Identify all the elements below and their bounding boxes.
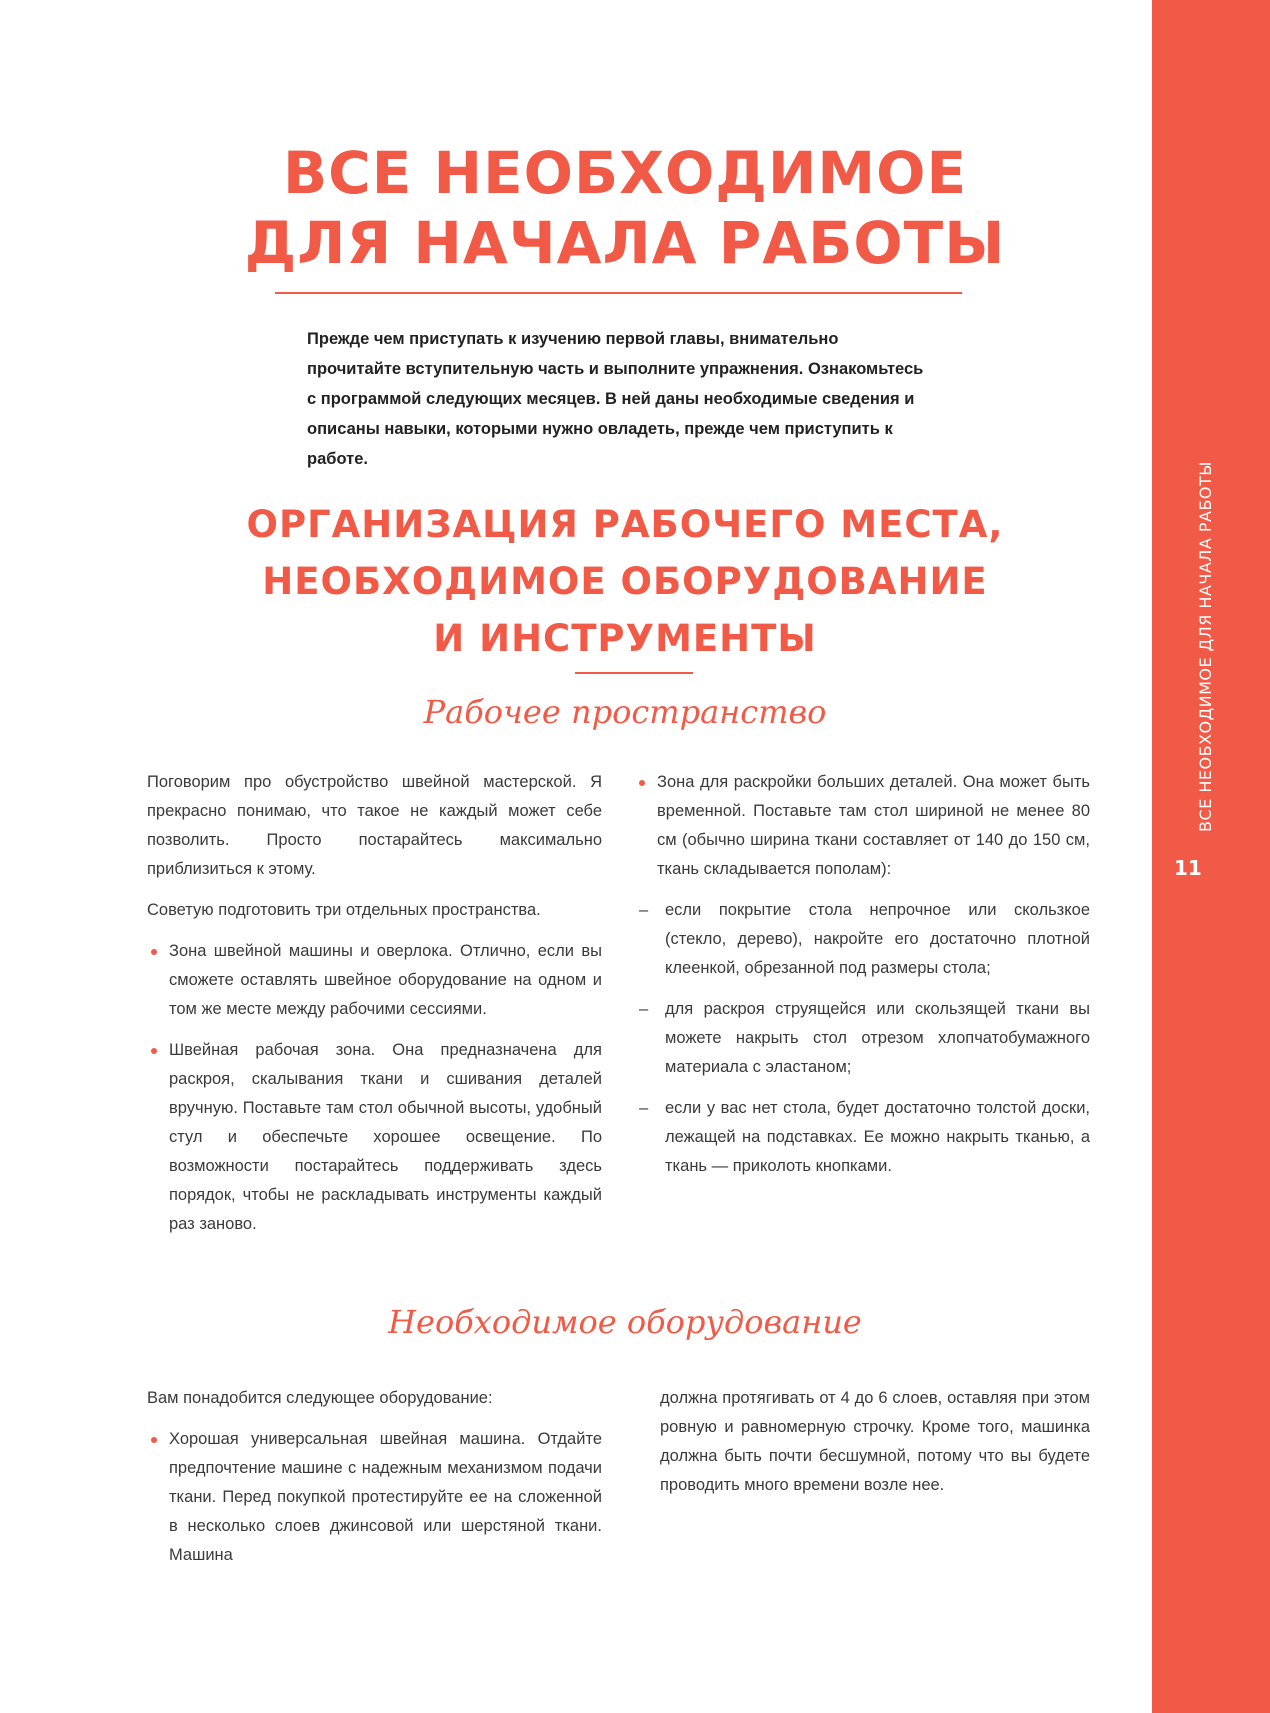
- page-title: [200, 138, 1050, 278]
- side-strip: [1152, 0, 1270, 1713]
- workspace-heading: Рабочее пространство: [423, 693, 827, 731]
- equipment-left-column: [147, 1384, 602, 1582]
- list-item: Хорошая универсальная швейная машина. Отдайте предпочтение машине с надежным механизмом подачи ткани. Перед покупкой протестируйте ее на сложенной в несколько слоев джинсовой или шерстяной ткани. Машина: [147, 1425, 602, 1570]
- section-line: НЕОБХОДИМОЕ ОБОРУДОВАНИЕ: [262, 560, 988, 603]
- section-heading: [200, 496, 1050, 667]
- workspace-left-column: [147, 768, 602, 1251]
- list-item: Зона для раскройки больших деталей. Она может быть временной. Поставьте там стол шириной не менее 80 см (обычно ширина ткани составляет от 140 до 150 см, ткань складывается пополам):: [635, 768, 1090, 884]
- section-line: И ИНСТРУМЕНТЫ: [433, 617, 817, 660]
- list-item: Швейная рабочая зона. Она предназначена для раскроя, скалывания ткани и сшивания деталей вручную. Поставьте там стол обычной высоты, удобный стул и обеспечьте хорошее освещение. По возможности постарайтесь поддерживать здесь порядок, чтобы не раскладывать инструменты каждый раз заново.: [147, 1036, 602, 1239]
- equipment-right-column: [660, 1384, 1090, 1512]
- title-rule: [275, 292, 962, 294]
- sub-list-item: – если покрытие стола непрочное или скользкое (стекло, дерево), накройте его достаточно плотной клеенкой, обрезанной под размеры стола;: [635, 896, 1090, 983]
- equipment-heading: Необходимое оборудование: [388, 1303, 862, 1341]
- sub-list-item: – если у вас нет стола, будет достаточно толстой доски, лежащей на подставках. Ее можно накрыть тканью, а ткань — приколоть кнопками.: [635, 1094, 1090, 1181]
- paragraph: Вам понадобится следующее оборудование:: [147, 1389, 493, 1407]
- running-title: ВСЕ НЕОБХОДИМОЕ ДЛЯ НАЧАЛА РАБОТЫ: [1196, 461, 1215, 832]
- section-line: ОРГАНИЗАЦИЯ РАБОЧЕГО МЕСТА,: [246, 503, 1004, 546]
- intro-text: Прежде чем приступать к изучению первой главы, внимательно прочитайте вступительную часть и выполните упражнения. Ознакомьтесь с программой следующих месяцев. В ней даны необходимые сведения и описаны навыки, которыми нужно овладеть, прежде чем приступить к работе.: [307, 330, 924, 468]
- list-item: Зона швейной машины и оверлока. Отлично, если вы сможете оставлять швейное оборудование на одном и том же месте между рабочими сессиями.: [147, 937, 602, 1024]
- section-rule: [575, 672, 693, 674]
- title-line: ВСЕ НЕОБХОДИМОЕ: [282, 139, 968, 207]
- paragraph: Поговорим про обустройство швейной мастерской. Я прекрасно понимаю, что такое не каждый может себе позволить. Просто постарайтесь максимально приблизиться к этому.: [147, 773, 602, 878]
- paragraph: Советую подготовить три отдельных пространства.: [147, 901, 541, 919]
- title-line: ДЛЯ НАЧАЛА РАБОТЫ: [244, 209, 1006, 277]
- paragraph: должна протягивать от 4 до 6 слоев, оставляя при этом ровную и равномерную строчку. Кроме того, машинка должна быть почти бесшумной, потому что вы будете проводить много времени возле нее.: [660, 1389, 1090, 1494]
- workspace-right-column: [635, 768, 1090, 1193]
- sub-list-item: – для раскроя струящейся или скользящей ткани вы можете накрыть стол отрезом хлопчатобумажного материала с эластаном;: [635, 995, 1090, 1082]
- page-number: 11: [1174, 856, 1202, 880]
